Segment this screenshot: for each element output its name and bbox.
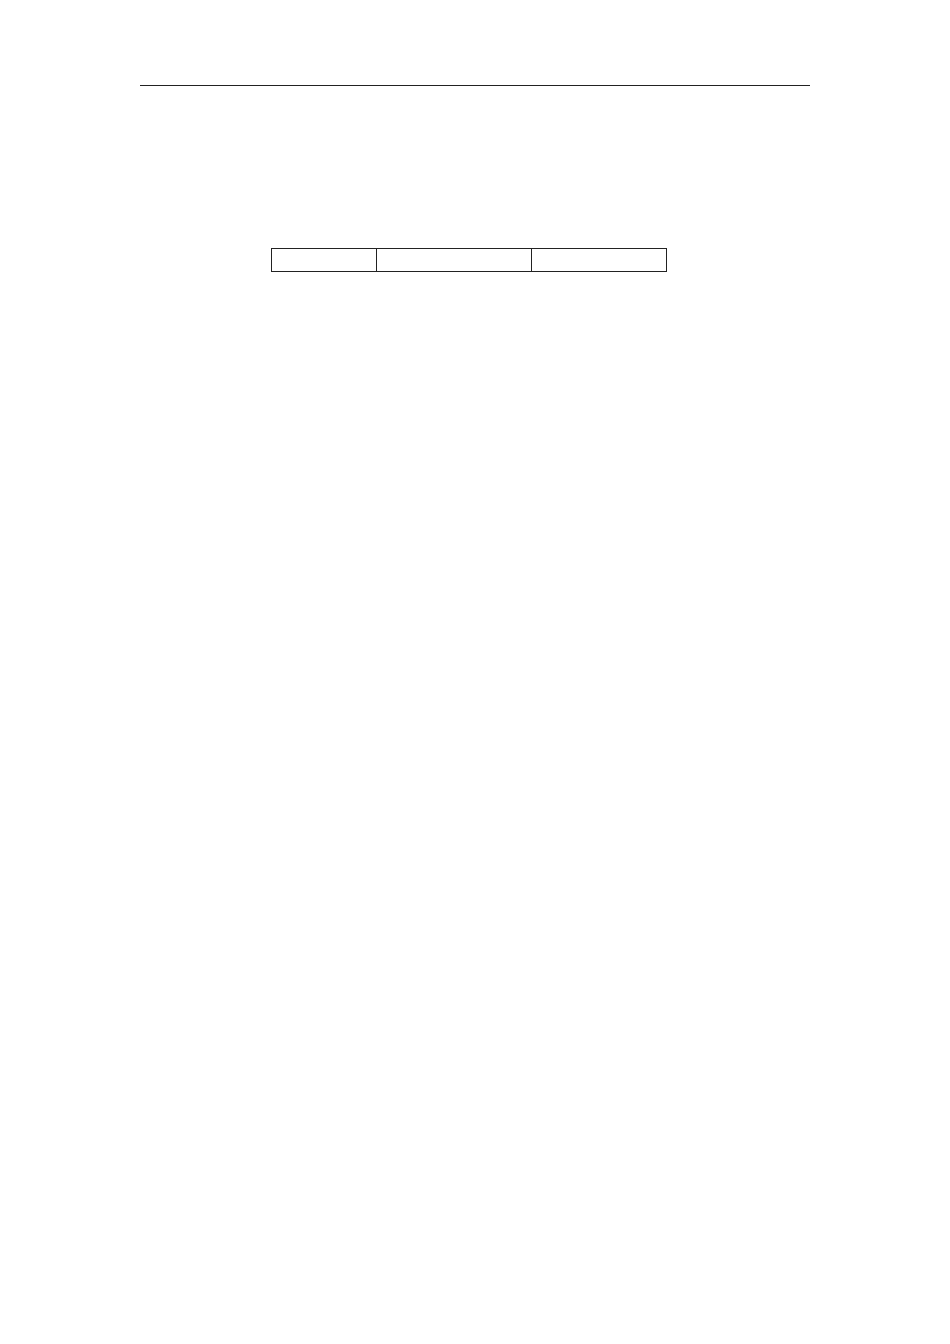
- word-count: [272, 249, 377, 272]
- difficulty: [532, 249, 667, 272]
- page-content: [140, 124, 810, 273]
- option-a: [140, 174, 442, 199]
- question-5-line-1: [140, 124, 810, 149]
- question-5-line-2: [140, 149, 810, 174]
- header-rule: [140, 85, 810, 86]
- option-c: [140, 199, 442, 224]
- question-5-options-row: [140, 174, 810, 199]
- section-info-table: [271, 248, 667, 272]
- section-header: [140, 224, 810, 249]
- completion-time: [377, 249, 532, 272]
- question-5-options-row: [140, 199, 810, 224]
